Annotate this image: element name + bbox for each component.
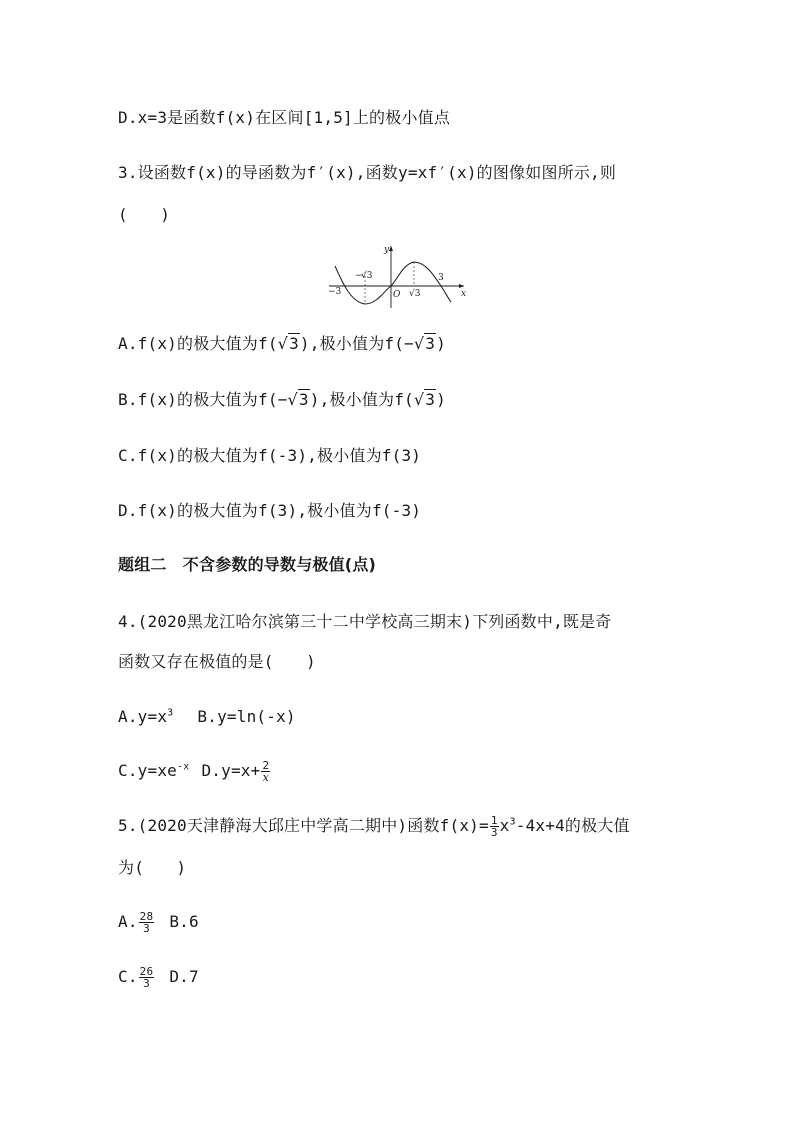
q5-option-c: C. (118, 967, 138, 986)
fraction-numerator: 1 (490, 814, 498, 827)
section-title: 题组二 不含参数的导数与极值(点) (118, 555, 377, 574)
sqrt-argument: 3 (298, 390, 309, 409)
sqrt-symbol: √3 (277, 334, 299, 353)
label-neg-three: −3 (328, 287, 342, 297)
q4-option-d: D.y=x+ (201, 761, 261, 780)
fraction-numerator: 26 (139, 965, 154, 978)
y-axis-label: y (384, 245, 390, 255)
q5-option-b: B.6 (169, 912, 199, 931)
q4-option-a: A.y=x (118, 707, 168, 726)
q5-stem-post: -4x+4的极大值 (515, 816, 630, 835)
label-pos-sqrt3: √3 (409, 289, 421, 299)
q4-option-b: B.y=ln(-x) (197, 707, 296, 726)
label-neg-sign: − (355, 271, 363, 281)
q5-stem-line1 (118, 815, 630, 838)
fraction-denominator: 3 (490, 826, 498, 839)
q5-option-d: D.7 (169, 967, 199, 986)
label-three: 3 (438, 273, 444, 283)
fraction-numerator: 2 (262, 759, 270, 772)
q5-option-a-fraction (139, 911, 155, 934)
q4-stem-line1: 4.(2020黑龙江哈尔滨第三十二中学校高三期末)下列函数中,既是奇 (118, 612, 612, 631)
sqrt-argument: 3 (425, 390, 436, 409)
q3-option-b-post: ) (436, 390, 446, 409)
q4-option-d-fraction (261, 760, 270, 783)
q4-option-c-exponent: -x (177, 761, 190, 773)
sqrt-symbol: √3 (287, 390, 309, 409)
fraction-numerator: 28 (139, 910, 154, 923)
sqrt-argument: 3 (425, 334, 436, 353)
q3-option-a-pre: A.f(x)的极大值为f( (118, 334, 278, 353)
q3-option-b-mid: ),极小值为f( (309, 390, 414, 409)
q5-exponent: 3 (509, 816, 516, 828)
origin-label: O (393, 290, 401, 300)
q3-option-a (118, 333, 446, 355)
fraction-denominator: 3 (143, 922, 150, 935)
x-axis-label: x (461, 289, 467, 299)
q4-options-cd (118, 760, 271, 783)
q5-options-ab (118, 911, 199, 934)
fraction-denominator: x (262, 771, 270, 784)
q4-option-a-exponent: 3 (167, 707, 174, 719)
q3-function-graph (325, 242, 470, 310)
q3-option-b-pre: B.f(x)的极大值为f(− (118, 390, 288, 409)
q2-option-d: D.x=3是函数f(x)在区间[1,5]上的极小值点 (118, 108, 451, 127)
q4-options-ab (118, 706, 296, 728)
sqrt-symbol: √3 (413, 334, 436, 353)
y-axis-arrow (389, 246, 393, 251)
q3-answer-paren: ( ) (118, 205, 171, 224)
label-neg-sqrt3: √3 (361, 271, 373, 281)
sqrt-argument: 3 (289, 334, 299, 353)
q3-option-d: D.f(x)的极大值为f(3),极小值为f(-3) (118, 501, 422, 520)
q5-stem-line2: 为( ) (118, 858, 187, 877)
q3-option-a-post: ) (436, 334, 446, 353)
fraction-denominator: 3 (143, 977, 150, 990)
q5-options-cd (118, 966, 199, 989)
q5-fraction (490, 815, 499, 838)
q4-stem-line2: 函数又存在极值的是( ) (118, 652, 316, 671)
x-axis-arrow (459, 284, 464, 288)
q5-stem-pre: 5.(2020天津静海大邱庄中学高二期中)函数f(x)= (118, 816, 489, 835)
q3-option-c: C.f(x)的极大值为f(-3),极小值为f(3) (118, 446, 422, 465)
q3-option-a-mid: ),极小值为f(− (299, 334, 414, 353)
q3-stem: 3.设函数f(x)的导函数为f′(x),函数y=xf′(x)的图像如图所示,则 (118, 163, 617, 182)
q5-option-a: A. (118, 912, 138, 931)
sqrt-symbol: √3 (413, 390, 436, 409)
q4-option-c: C.y=xe (118, 761, 177, 780)
q3-option-b (118, 389, 446, 411)
q5-stem-mid: x (499, 816, 510, 835)
q5-option-c-fraction (139, 966, 155, 989)
